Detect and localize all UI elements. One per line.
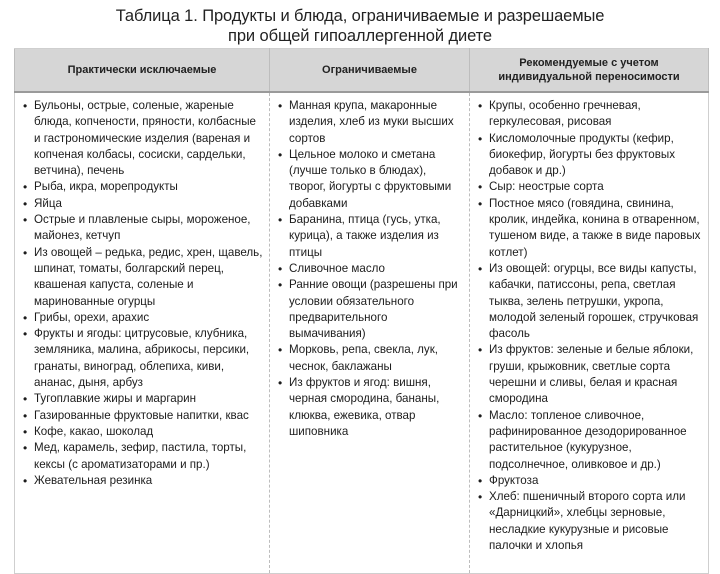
list-item: • Баранина, птица (гусь, утка, курица), а также изделия из птицы (278, 212, 463, 261)
header-row (15, 49, 709, 93)
list-item: • Кофе, какао, шоколад (23, 424, 263, 440)
list-item: • Сыр: неострые сорта (478, 179, 702, 195)
column-header-recommended: Рекомендуемые с учетом индивидуальной переносимости (470, 49, 709, 93)
list-item: • Постное мясо (говядина, свинина, кролик, индейка, конина в отваренном, тушеном виде, а также в виде паровых котлет) (478, 196, 702, 261)
list-item: • Кисломолочные продукты (кефир, биокефир, йогурты без фруктовых добавок и др.) (478, 131, 702, 180)
list-item: • Цельное молоко и сметана (лучше только в блюдах), творог, йогурты с фруктовыми добавками (278, 147, 463, 212)
recommended-cell (470, 92, 709, 574)
list-item: • Морковь, репа, свекла, лук, чеснок, баклажаны (278, 342, 463, 375)
table-title (0, 6, 720, 46)
list-item: • Манная крупа, макаронные изделия, хлеб из муки высших сортов (278, 98, 463, 147)
list-item: • Фрукты и ягоды: цитрусовые, клубника, земляника, малина, абрикосы, персики, гранаты, виноград, облепиха, киви, ананас, дыня, арбуз (23, 326, 263, 391)
list-item: • Фруктоза (478, 473, 702, 489)
list-item: • Бульоны, острые, соленые, жареные блюда, копчености, пряности, колбасные и гастрономические изделия (вареная и копченая колбасы, сосиски, сардельки, ветчина), печень (23, 98, 263, 179)
list-item: • Из овощей: огурцы, все виды капусты, кабачки, патиссоны, репа, светлая тыква, зелень петрушки, укропа, молодой зеленый горошек, стручковая фасоль (478, 261, 702, 342)
list-item: • Из овощей – редька, редис, хрен, щавель, шпинат, томаты, болгарский перец, квашеная капуста, соленые и маринованные огурцы (23, 245, 263, 310)
recommended-list (478, 98, 702, 554)
list-item: • Ранние овощи (разрешены при условии обязательного предварительного вымачивания) (278, 277, 463, 342)
list-item: • Жевательная резинка (23, 473, 263, 489)
list-item: • Тугоплавкие жиры и маргарин (23, 391, 263, 407)
list-item: • Острые и плавленые сыры, мороженое, майонез, кетчуп (23, 212, 263, 245)
list-item: • Из фруктов: зеленые и белые яблоки, груши, крыжовник, светлые сорта черешни и сливы, белая и красная смородина (478, 342, 702, 407)
excluded-list (23, 98, 263, 489)
list-item: • Мед, карамель, зефир, пастила, торты, кексы (с ароматизаторами и пр.) (23, 440, 263, 473)
column-header-excluded: Практически исключаемые (15, 49, 270, 93)
diet-table (14, 48, 709, 574)
list-item: • Газированные фруктовые напитки, квас (23, 408, 263, 424)
list-item: • Яйца (23, 196, 263, 212)
title-line-2: при общей гипоаллергенной диете (228, 27, 492, 45)
list-item: • Рыба, икра, морепродукты (23, 179, 263, 195)
list-item: • Хлеб: пшеничный второго сорта или «Дарницкий», хлебцы зерновые, несладкие кукурузные и рисовые палочки и хлопья (478, 489, 702, 554)
list-item: • Сливочное масло (278, 261, 463, 277)
list-item: • Грибы, орехи, арахис (23, 310, 263, 326)
list-item: • Из фруктов и ягод: вишня, черная смородина, бананы, клюква, ежевика, отвар шиповника (278, 375, 463, 440)
list-item: • Крупы, особенно гречневая, геркулесовая, рисовая (478, 98, 702, 131)
excluded-cell (15, 92, 270, 574)
content-row (15, 92, 709, 574)
limited-cell (270, 92, 470, 574)
list-item: • Масло: топленое сливочное, рафинированное дезодорированное растительное (кукурузное, подсолнечное, оливковое и др.) (478, 408, 702, 473)
title-line-1: Таблица 1. Продукты и блюда, ограничиваемые и разрешаемые (115, 7, 605, 25)
column-header-limited: Ограничиваемые (270, 49, 470, 93)
limited-list (278, 98, 463, 440)
